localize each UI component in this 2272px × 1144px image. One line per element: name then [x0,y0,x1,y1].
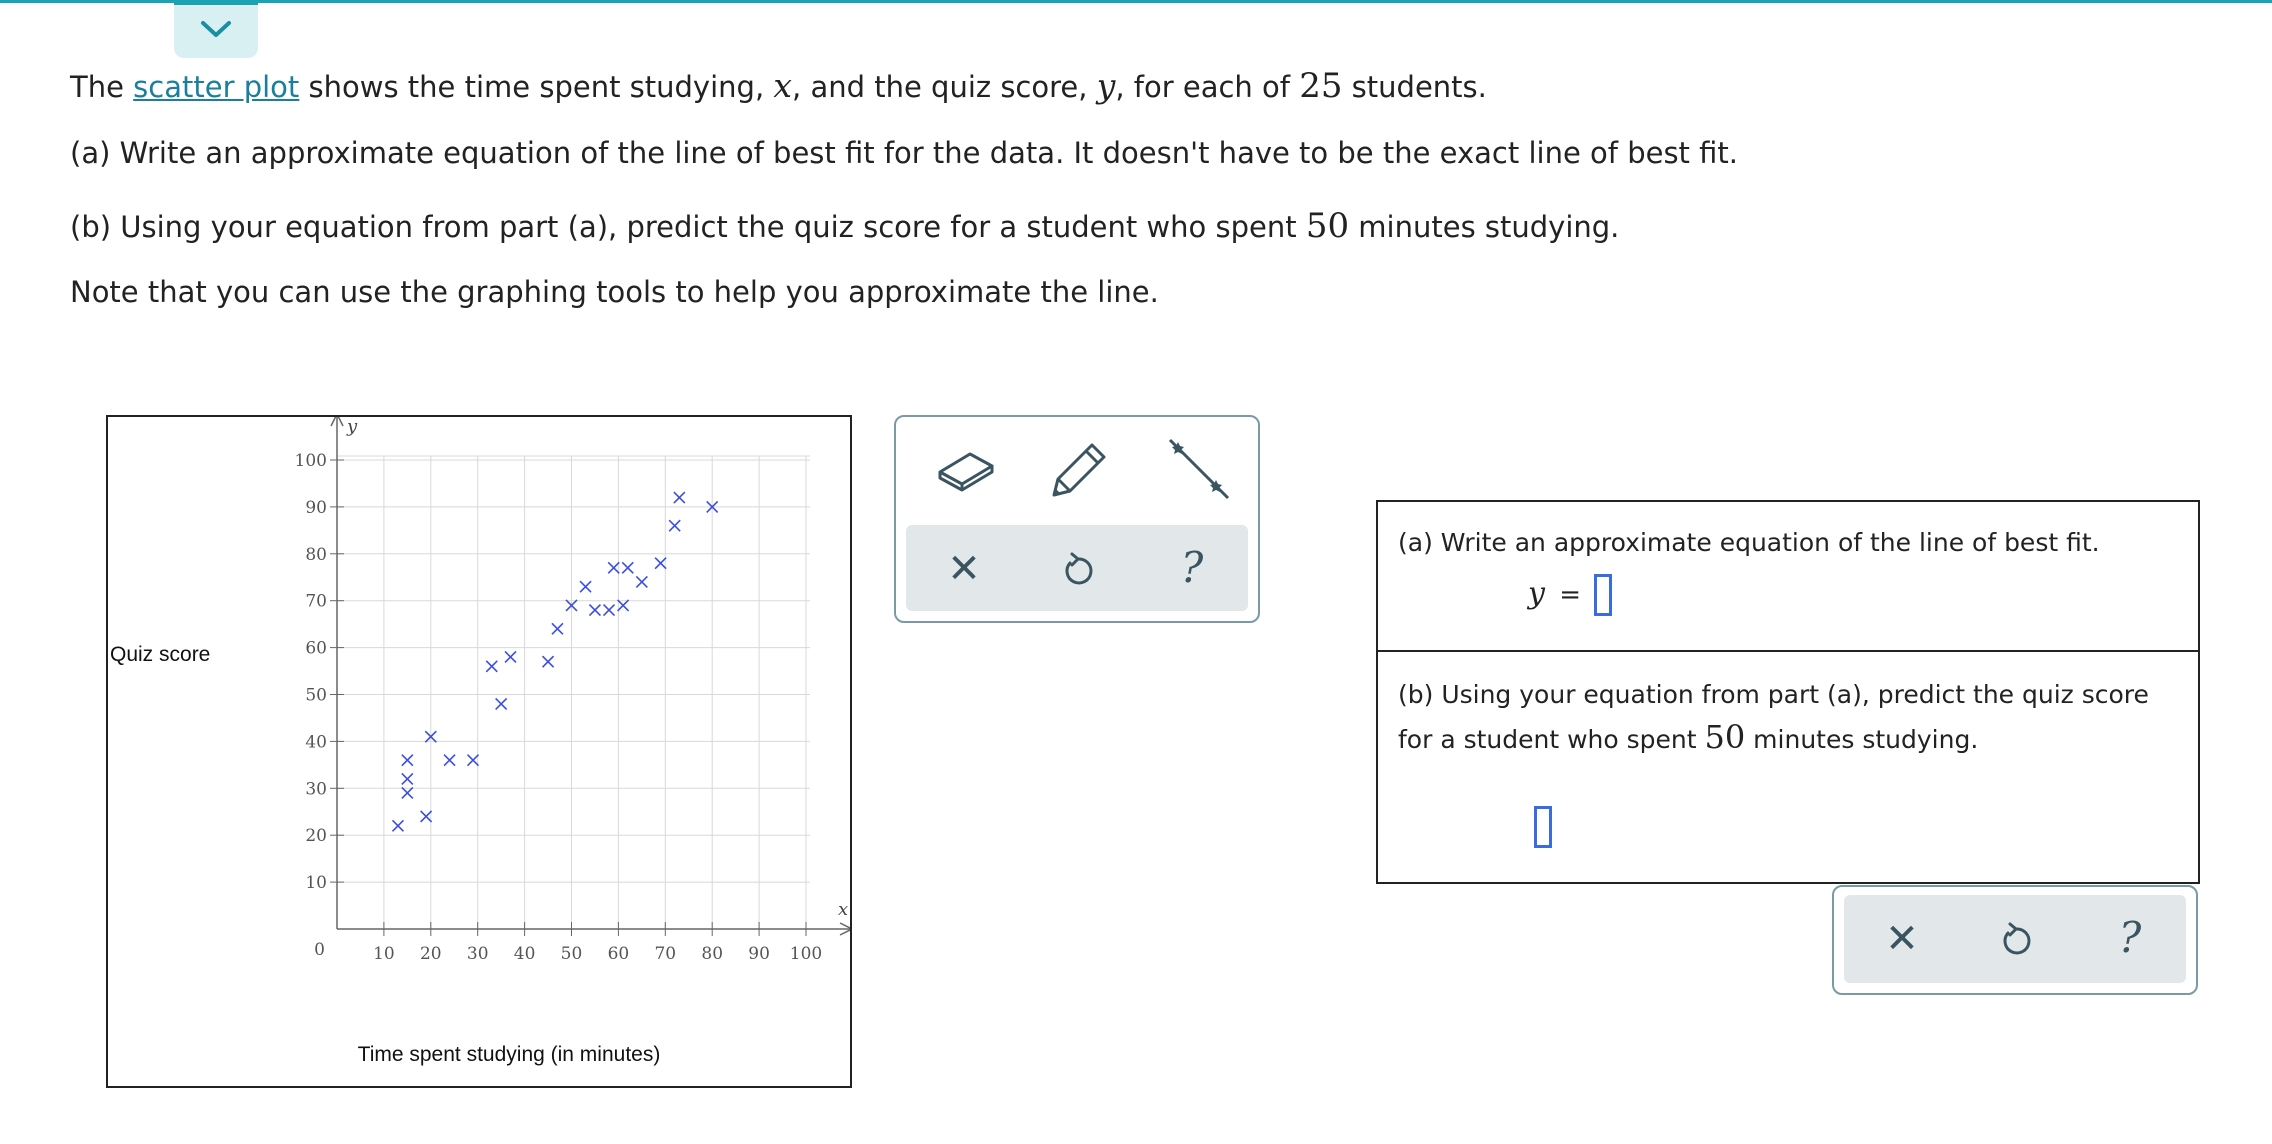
scatter-plot-link[interactable]: scatter plot [133,70,300,104]
pencil-icon [1046,437,1110,501]
part-a-equation [1528,576,1581,611]
y-tick-label: 40 [305,732,327,753]
part-b-text-1: (b) Using your equation from part (a), predict the quiz score for a student who spent [70,210,1306,244]
data-point [543,656,554,667]
y-tick-label: 10 [305,873,327,894]
graph-help-button[interactable] [1162,535,1222,599]
statement-text-2: shows the time spent studying, [299,70,774,104]
problem-statement [70,66,1487,106]
x-tick-label: 70 [654,944,677,964]
var-x: x [773,66,793,105]
undo-answer-button[interactable] [1986,909,2046,969]
y-tick-label: 30 [305,779,327,800]
eraser-tool[interactable] [926,435,1006,505]
part-b-score-input[interactable] [1534,806,1552,848]
answer-controls [1832,885,2198,995]
pencil-tool[interactable] [1038,431,1118,507]
note-instruction: Note that you can use the graphing tools to help you approximate the line. [70,275,1159,309]
statement-text-4: , for each of [1115,70,1300,104]
undo-graph-button[interactable] [1048,539,1108,599]
equation-equals: = [1559,580,1582,610]
data-point [402,773,413,784]
origin-label: 0 [314,940,325,960]
x-axis-label: Time spent studying (in minutes) [357,1043,661,1066]
answer-action-bar [1844,895,2186,983]
close-icon: ✕ [947,546,981,592]
chart-axes [331,417,850,935]
chart-ticks [295,451,823,964]
part-b-text-2: minutes studying. [1349,210,1620,244]
data-point [674,492,685,503]
x-tick-label: 10 [373,944,395,964]
y-tick-label: 80 [305,544,327,565]
clear-graph-button[interactable] [934,539,994,599]
data-point [505,651,516,662]
part-b-prompt-text-2: minutes studying. [1745,725,1979,754]
graphing-toolbox [894,415,1260,623]
chart-points [392,492,717,831]
x-tick-label: 50 [560,944,583,964]
data-point [468,755,479,766]
x-tick-label: 30 [466,944,489,964]
y-tick-label: 50 [305,685,327,706]
y-tick-label: 100 [294,451,327,471]
statement-text-1: The [70,70,134,104]
clear-answer-button[interactable] [1872,909,1932,969]
help-icon: ? [1180,542,1204,592]
student-count: 25 [1299,66,1343,106]
data-point [552,623,563,634]
collapse-tab-bar [174,0,258,5]
collapse-toggle[interactable] [174,0,258,58]
part-b-prompt-minutes: 50 [1704,718,1746,756]
x-tick-label: 100 [789,944,823,964]
close-icon: ✕ [1885,916,1919,962]
equation-var-y: y [1528,576,1545,611]
chart-grid [337,456,810,929]
top-accent-line [0,0,2272,3]
x-tick-label: 90 [748,944,770,964]
help-icon: ? [2118,912,2142,962]
data-point [608,562,619,573]
data-point [604,605,615,616]
part-b-minutes: 50 [1305,206,1350,246]
part-b-instruction [70,206,1619,246]
statement-text-3: , and the quiz score, [792,70,1097,104]
part-b-answer-section [1378,654,2198,884]
answer-panel [1376,500,2200,884]
line-tool[interactable] [1158,429,1240,509]
part-a-instruction: (a) Write an approximate equation of the line of best fit for the data. It doesn't have to be the exact line of best fit. [70,136,1738,170]
part-b-prompt [1398,674,2188,761]
data-point [655,558,666,569]
data-point [589,605,600,616]
eraser-icon [934,448,998,492]
y-tick-label: 90 [305,497,327,518]
y-tick-label: 60 [305,638,327,659]
part-a-equation-input[interactable] [1594,574,1612,616]
part-a-prompt: (a) Write an approximate equation of the line of best fit. [1398,528,2100,557]
undo-icon [1999,921,2033,957]
answer-help-button[interactable] [2100,905,2160,969]
y-axis-letter: y [347,417,358,437]
data-point [402,755,413,766]
data-point [486,661,497,672]
data-point [622,562,633,573]
x-tick-label: 80 [701,944,724,964]
data-point [444,755,455,766]
y-tick-label: 20 [305,826,327,847]
chevron-down-icon [199,18,233,40]
x-axis-letter: x [838,899,849,920]
data-point [669,520,680,531]
data-point [421,811,432,822]
x-tick-label: 20 [419,944,442,964]
data-point [580,581,591,592]
y-axis-label: Quiz score [110,643,211,666]
var-y: y [1096,66,1116,105]
data-point [392,820,403,831]
part-b-prompt-text-1: (b) Using your equation from part (a), predict the quiz score for a student who spent [1398,680,2149,754]
statement-text-5: students. [1342,70,1487,104]
scatter-plot[interactable] [108,417,850,1086]
data-point [636,576,647,587]
x-tick-label: 40 [513,944,536,964]
toolbox-action-bar [906,525,1248,611]
part-a-answer-section [1378,502,2198,652]
data-point [402,787,413,798]
x-tick-label: 60 [607,944,630,964]
scatter-plot-panel[interactable] [106,415,852,1088]
y-tick-label: 70 [305,591,327,612]
data-point [618,600,629,611]
line-tool-icon [1164,434,1234,504]
data-point [496,698,507,709]
undo-icon [1061,551,1095,587]
